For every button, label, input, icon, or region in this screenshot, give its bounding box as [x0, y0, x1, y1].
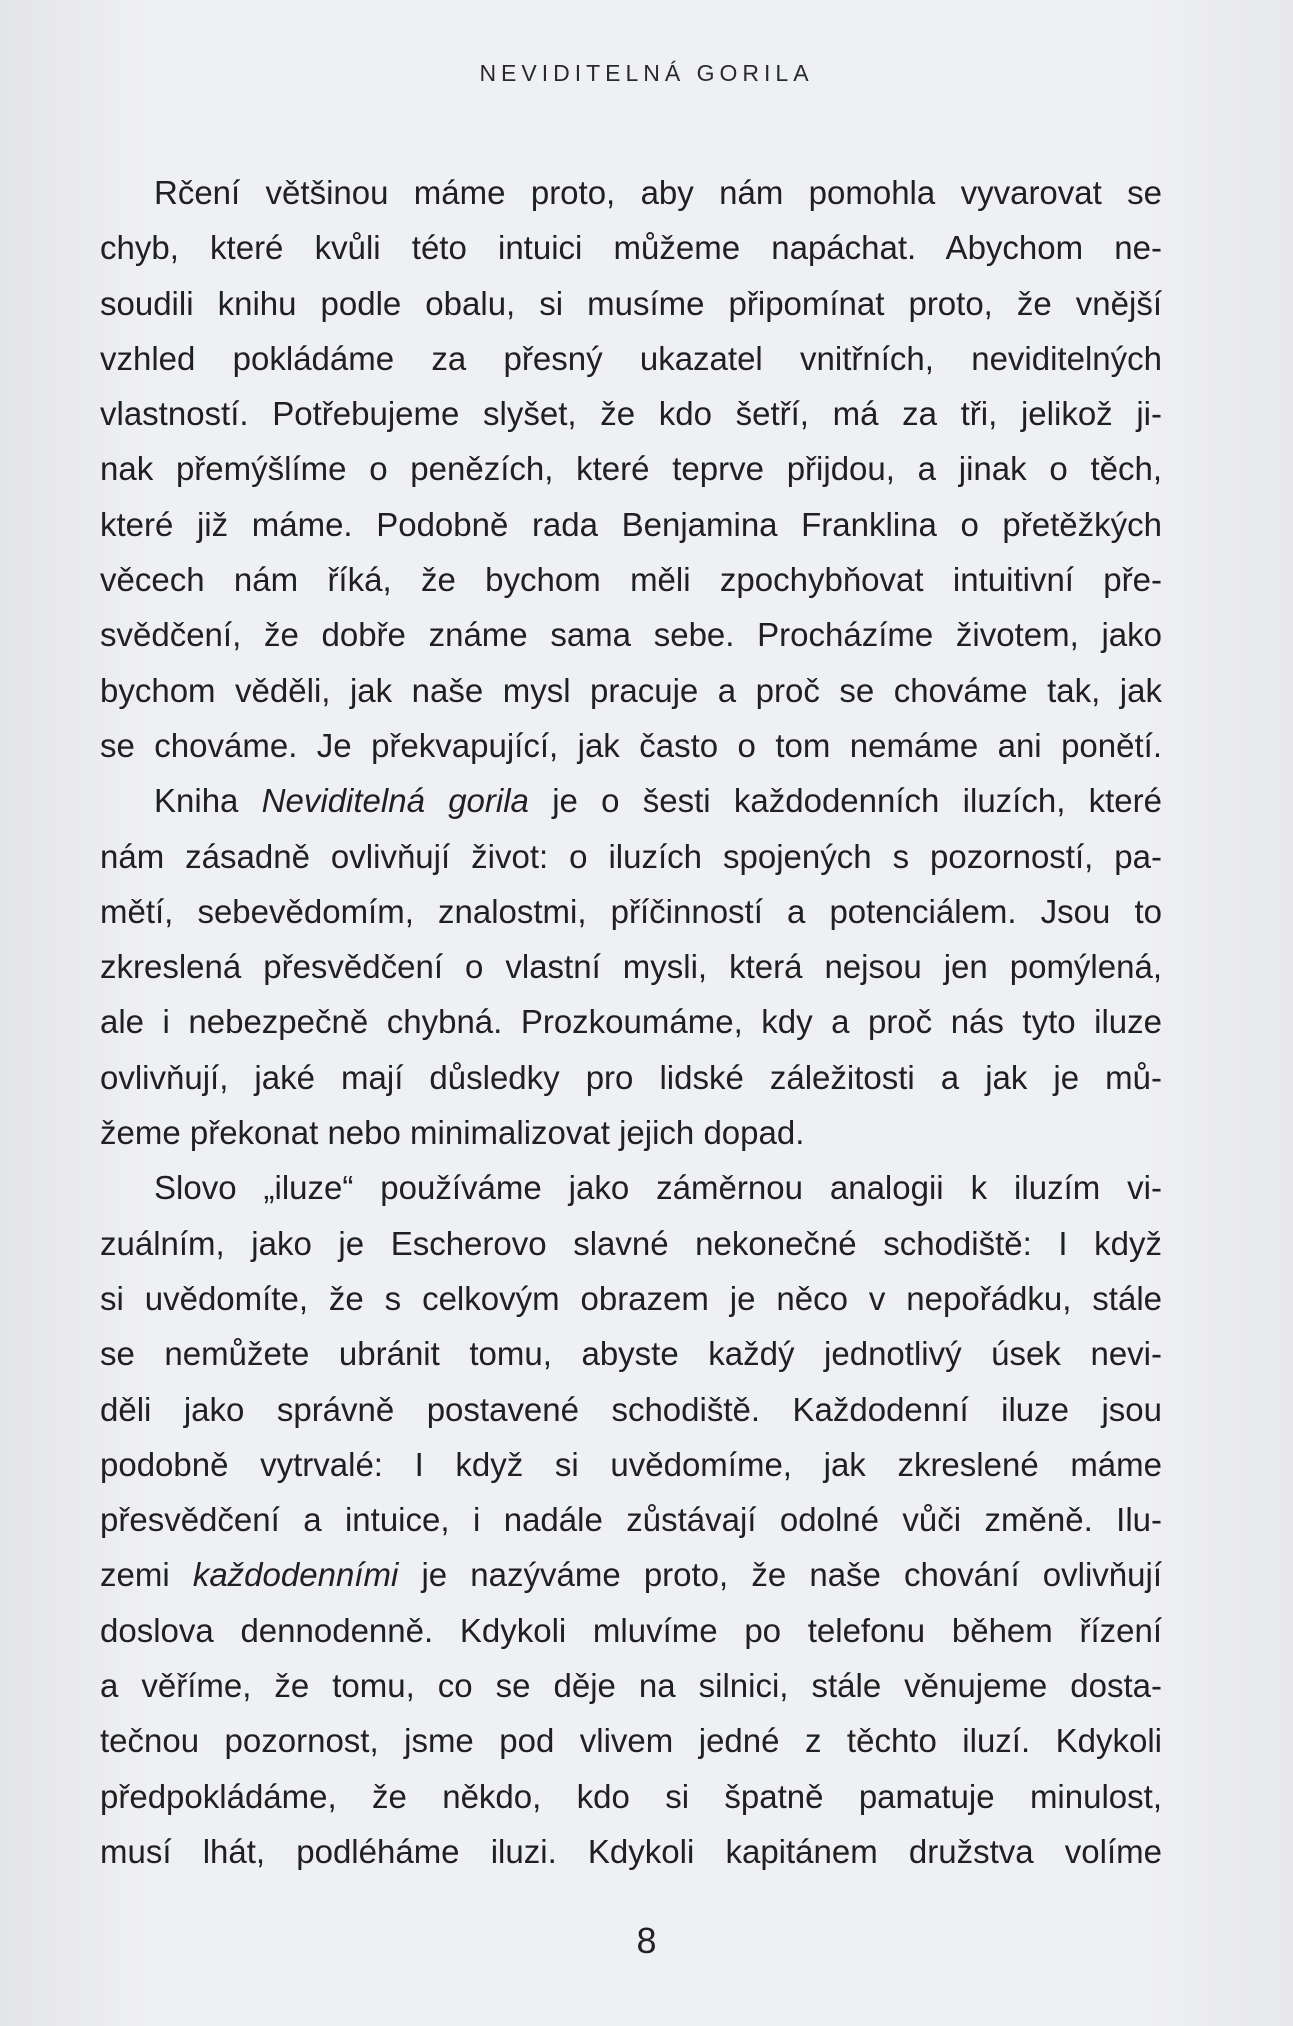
text-line: nak přemýšlíme o penězích, které teprve přijdou, a jinak o těch,	[100, 450, 1162, 488]
text-run: zemi	[100, 1556, 193, 1594]
text-line: svědčení, že dobře známe sama sebe. Procházíme životem, jako	[100, 616, 1162, 654]
text-line: mětí, sebevědomím, znalostmi, příčinností a potenciálem. Jsou to	[100, 892, 1162, 930]
paragraph-3	[100, 1160, 1162, 1879]
text-line: se nemůžete ubránit tomu, abyste každý jednotlivý úsek nevi-	[100, 1335, 1162, 1373]
text-line: ale i nebezpečně chybná. Prozkoumáme, kdy a proč nás tyto iluze	[100, 1003, 1162, 1041]
text-run: je nazýváme proto, že naše chování ovlivňují	[398, 1556, 1162, 1594]
text-run: Kniha	[154, 782, 262, 820]
text-line: přesvědčení a intuice, i nadále zůstávají odolné vůči změně. Ilu-	[100, 1501, 1162, 1539]
text-line: vlastností. Potřebujeme slyšet, že kdo šetří, má za tři, jelikož ji-	[100, 395, 1162, 433]
body-text	[100, 165, 1162, 1879]
text-line: věcech nám říká, že bychom měli zpochybňovat intuitivní pře-	[100, 561, 1162, 599]
emphasis-italic: každodenními	[192, 1556, 399, 1594]
text-line: zkreslená přesvědčení o vlastní mysli, která nejsou jen pomýlená,	[100, 948, 1162, 986]
text-line: si uvědomíte, že s celkovým obrazem je něco v nepořádku, stále	[100, 1279, 1162, 1317]
text-line: doslova dennodenně. Kdykoli mluvíme po telefonu během řízení	[100, 1611, 1162, 1649]
text-line: musí lhát, podléháme iluzi. Kdykoli kapitánem družstva volíme	[100, 1832, 1162, 1870]
text-line	[100, 1547, 1162, 1602]
text-line: bychom věděli, jak naše mysl pracuje a proč se chováme tak, jak	[100, 671, 1162, 709]
text-line: tečnou pozornost, jsme pod vlivem jedné z těchto iluzí. Kdykoli	[100, 1722, 1162, 1760]
text-line: nám zásadně ovlivňují život: o iluzích spojených s pozorností, pa-	[100, 837, 1162, 875]
book-title-italic: Neviditelná gorila	[261, 782, 529, 820]
text-line: podobně vytrvalé: I když si uvědomíme, jak zkreslené máme	[100, 1445, 1162, 1483]
paragraph-1	[100, 165, 1162, 773]
text-line	[100, 773, 1162, 828]
text-line: předpokládáme, že někdo, kdo si špatně pamatuje minulost,	[100, 1777, 1162, 1815]
running-header: NEVIDITELNÁ GORILA	[479, 60, 814, 86]
page-number: 8	[636, 1920, 657, 1961]
text-line: a věříme, že tomu, co se děje na silnici, stále věnujeme dosta-	[100, 1667, 1162, 1705]
text-line: zuálním, jako je Escherovo slavné nekonečné schodiště: I když	[100, 1224, 1162, 1262]
text-line: Slovo „iluze“ používáme jako záměrnou analogii k iluzím vi-	[154, 1169, 1162, 1207]
text-line: se chováme. Je překvapující, jak často o tom nemáme ani ponětí.	[100, 726, 1162, 764]
text-run: je o šesti každodenních iluzích, které	[528, 782, 1162, 820]
text-line: žeme překonat nebo minimalizovat jejich dopad.	[100, 1114, 805, 1152]
text-line: které již máme. Podobně rada Benjamina Franklina o přetěžkých	[100, 505, 1162, 543]
text-line: vzhled pokládáme za přesný ukazatel vnitřních, neviditelných	[100, 339, 1162, 377]
paragraph-2	[100, 773, 1162, 1160]
text-line: Rčení většinou máme proto, aby nám pomohla vyvarovat se	[154, 174, 1162, 211]
text-line: soudili knihu podle obalu, si musíme připomínat proto, že vnější	[100, 284, 1162, 322]
text-line: děli jako správně postavené schodiště. Každodenní iluze jsou	[100, 1390, 1162, 1428]
text-line: ovlivňují, jaké mají důsledky pro lidské záležitosti a jak je mů-	[100, 1058, 1162, 1096]
text-line: chyb, které kvůli této intuici můžeme napáchat. Abychom ne-	[100, 229, 1162, 267]
